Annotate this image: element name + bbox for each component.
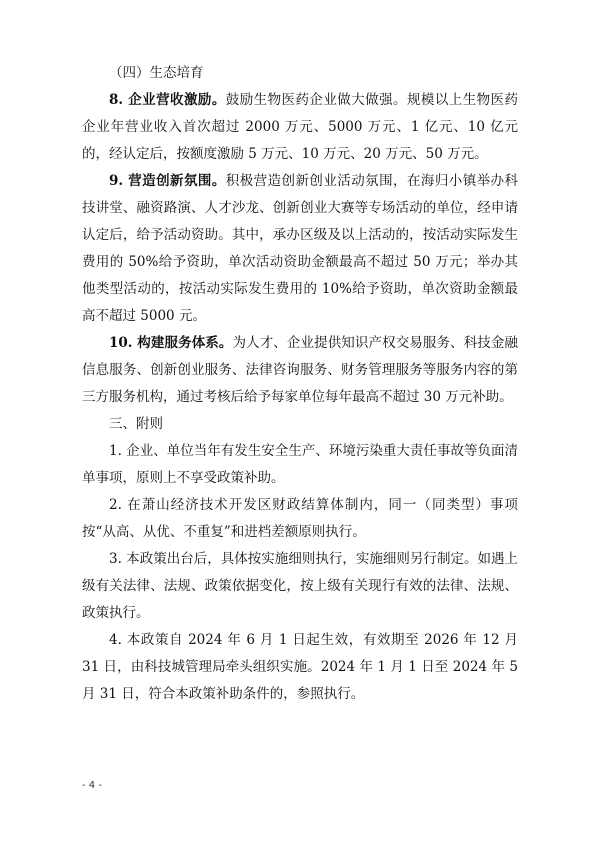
paragraph-supp-2: 2. 在萧山经济技术开发区财政结算体制内，同一（同类型）事项按“从高、从优、不重复”和进档差额原则执行。 (82, 497, 518, 540)
document-body (82, 60, 518, 708)
item-10-title: 10. 构建服务体系。 (109, 335, 233, 351)
item-8-title: 8. 企业营收激励。 (109, 92, 226, 108)
page-number: - 4 - (82, 780, 102, 791)
section-heading-ecology: （四）生态培育 (109, 65, 204, 81)
section-heading-supplementary: 三、附则 (109, 416, 163, 432)
item-9-title: 9. 营造创新氛围。 (109, 173, 226, 189)
item-8-text: 鼓励生物医药企业做大做强。规模以上生物医药企业年营业收入首次超过 2000 万元、5000 万元、1 亿元、10 亿元的，经认定后，按额度激励 5 万元、10 万元、20 万元、50 万元。 (82, 92, 518, 162)
paragraph-item-8 (82, 87, 518, 168)
paragraph-supp-3: 3. 本政策出台后，具体按实施细则执行，实施细则另行制定。如遇上级有关法律、法规、政策依据变化，按上级有关现行有效的法律、法规、政策执行。 (82, 551, 518, 621)
item-10-text: 为人才、企业提供知识产权交易服务、科技金融信息服务、创新创业服务、法律咨询服务、财务管理服务等服务内容的第三方服务机构，通过考核后给予每家单位每年最高不超过 30 万元补助。 (82, 335, 519, 405)
paragraph-item-9 (82, 168, 518, 330)
item-9-text: 积极营造创新创业活动氛围，在海归小镇举办科技讲堂、融资路演、人才沙龙、创新创业大赛等专场活动的单位，经申请认定后，给予活动资助。其中，承办区级及以上活动的，按活动实际发生费用的 50%给予资助，单次活动资助金额最高不超过 50 万元；举办其他类型活动的，按活动实际发生费用的 10%给予资助，单次资助金额最高不超过 5000 元。 (82, 173, 518, 324)
paragraph-item-10 (82, 330, 518, 411)
paragraph-supp-1: 1. 企业、单位当年有发生安全生产、环境污染重大责任事故等负面清单事项，原则上不享受政策补助。 (82, 443, 518, 486)
paragraph-supp-4: 4. 本政策自 2024 年 6 月 1 日起生效，有效期至 2026 年 12 月 31 日，由科技城管理局牵头组织实施。2024 年 1 月 1 日至 2024 年 5 月 31 日，符合本政策补助条件的，参照执行。 (82, 632, 518, 702)
